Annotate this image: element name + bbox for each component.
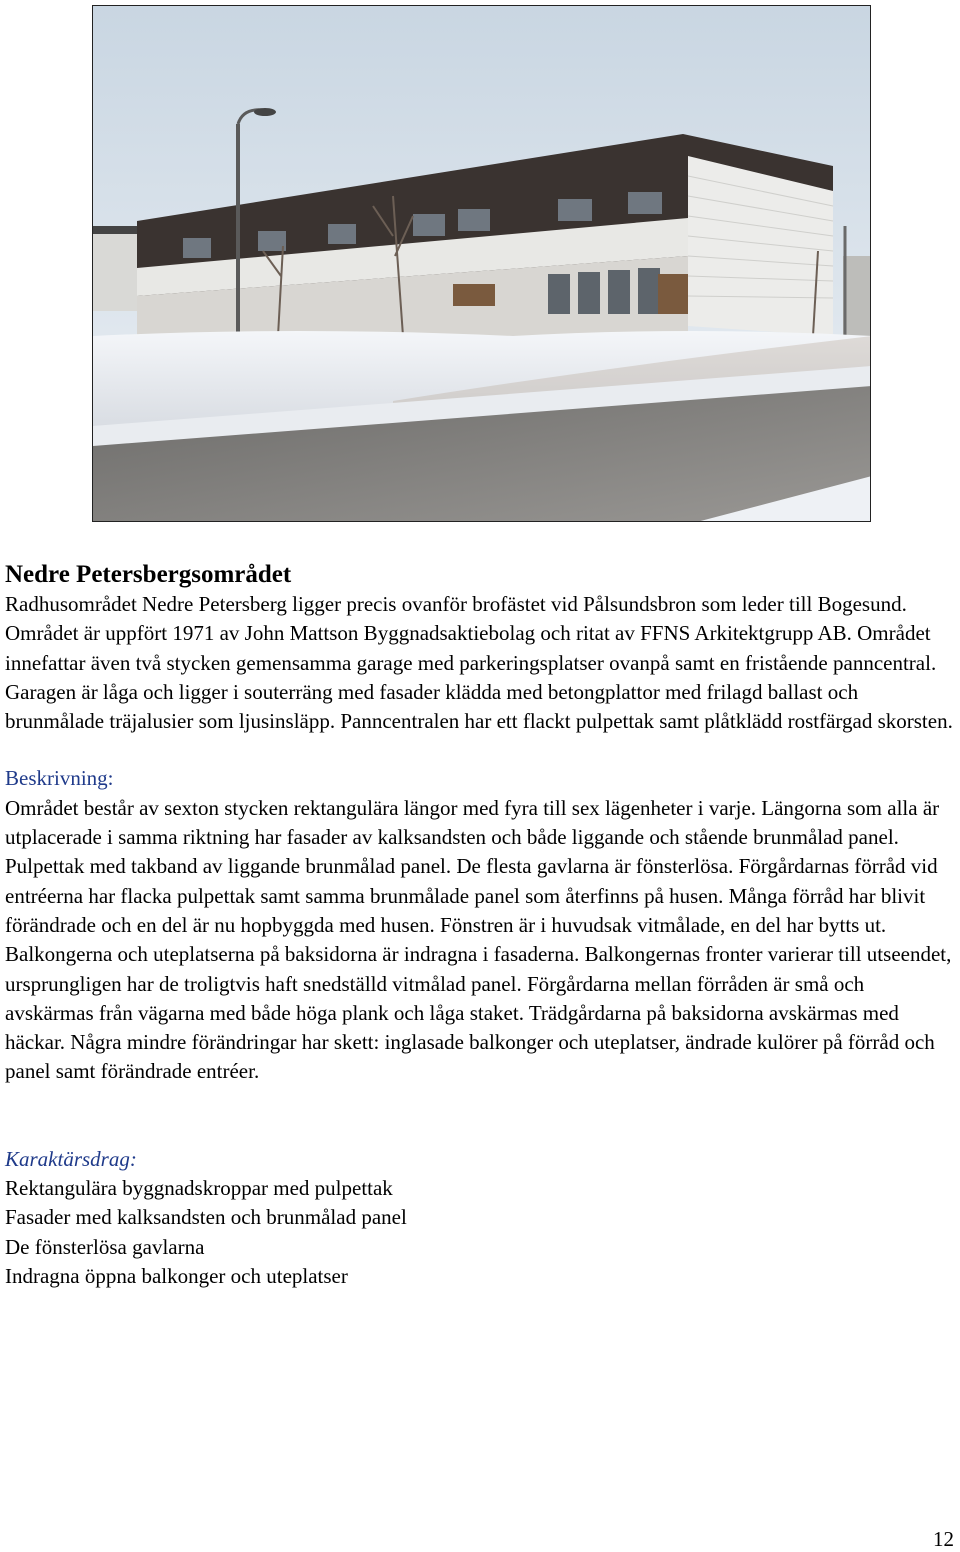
traits-list [5, 1174, 953, 1291]
list-item: Indragna öppna balkonger och uteplatser [5, 1263, 348, 1288]
traits-label: Karaktärsdrag: [5, 1146, 137, 1171]
page-number: 12 [933, 1527, 954, 1551]
list-item: Fasader med kalksandsten och brunmålad panel [5, 1205, 407, 1230]
building-photo [92, 5, 871, 522]
list-item: De fönsterlösa gavlarna [5, 1234, 205, 1259]
list-item: Rektangulära byggnadskroppar med pulpettak [5, 1176, 393, 1201]
description-label: Beskrivning: [5, 766, 114, 791]
document-body [5, 560, 953, 1291]
description-paragraph: Området består av sexton stycken rektangulära längor med fyra till sex lägenheter i varje. Längorna som alla är utplacerade i samma riktning har fasader av kalksandsten och både liggande och stående brunmålad panel. Pulpettak med takband av liggande brunmålad panel. De flesta gavlarna är fönsterlösa. Förgårdarnas förråd vid entréerna har flacka pulpettak samt samma brunmålade panel som återfinns på husen. Många förråd har blivit förändrade och en del är nu hopbyggda med husen. Fönstren är i huvudsak vitmålade, en del har bytts ut. Balkongerna och uteplatserna på baksidorna är indragna i fasaderna. Balkongernas fronter varierar till utseendet, ursprungligen har de troligtvis haft snedställd vitmålad panel. Förgårdarna mellan förråden är små och avskärmas från vägarna med både höga plank och låga staket. Trädgårdarna på baksidorna avskärmas med häckar. Några mindre förändringar har skett: inglasade balkonger och uteplatser, ändrade kulörer på förråd och panel samt förändrade entréer. [5, 795, 952, 1084]
intro-paragraph: Radhusområdet Nedre Petersberg ligger precis ovanför brofästet vid Pålsundsbron som leder till Bogesund. Området är uppfört 1971 av John Mattson Byggnadsaktiebolag och ritat av FFNS Arkitektgrupp AB. Området innefattar även två stycken gemensamma garage med parkeringsplatser ovanpå samt en fristående panncentral. Garagen är låga och ligger i souterräng med fasader klädda med betongplattor med frilagd ballast och brunmålade träjalusier som ljusinsläpp. Panncentralen har ett flackt pulpettak samt plåtklädd rostfärgad skorsten. [5, 592, 953, 734]
page-title: Nedre Petersbergsområdet [5, 561, 292, 588]
